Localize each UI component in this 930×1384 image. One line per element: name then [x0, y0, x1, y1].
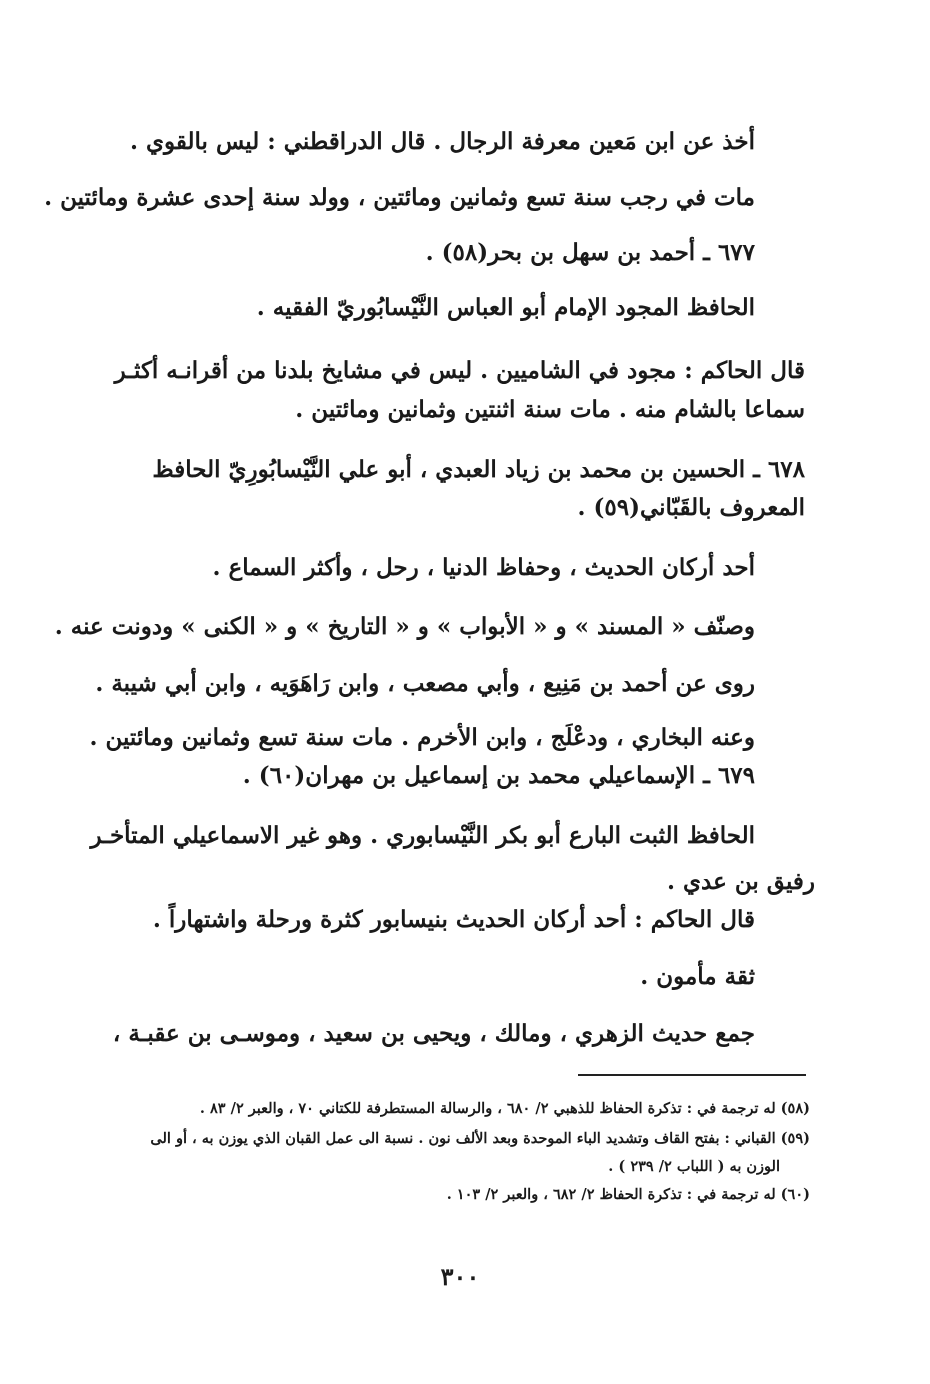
text-line: الحافظ المجود الإمام أبو العباس النَّيْسابُوريّ الفقيه .	[256, 294, 755, 321]
footnote-60: (٦٠) له ترجمة في : تذكرة الحفاظ ٢/ ٦٨٢ ، والعبر ٢/ ١٠٣ .	[446, 1186, 810, 1203]
text-line: الحافظ الثبت البارع أبو بكر النَّيْسابوري . وهو غير الاسماعيلي المتأخـر	[90, 822, 755, 849]
text-line: قال الحاكم : مجود في الشاميين . ليس في مشايخ بلدنا من أقرانـه أكثـر	[114, 357, 805, 384]
text-line: سماعا بالشام منه . مات سنة اثنتين وثمانين ومائتين .	[295, 396, 805, 423]
text-line: رفيق بن عدي .	[667, 868, 815, 895]
text-line: وعنه البخاري ، ودعْلَج ، وابن الأخرم . مات سنة تسع وثمانين ومائتين .	[89, 724, 755, 751]
footnote-59-continued: الوزن به ( اللباب ٢/ ٢٣٩ ) .	[608, 1158, 780, 1175]
entry-heading-677: ٦٧٧ ـ أحمد بن سهل بن بحر(٥٨) .	[425, 239, 755, 266]
text-line: أخذ عن ابن مَعين معرفة الرجال . قال الدراقطني : ليس بالقوي .	[130, 128, 755, 155]
page-number: ٣٠٠	[440, 1262, 480, 1291]
text-line: مات في رجب سنة تسع وثمانين ومائتين ، وولد سنة إحدى عشرة ومائتين .	[44, 184, 755, 211]
footnote-58: (٥٨) له ترجمة في : تذكرة الحفاظ للذهبي ٢/ ٦٨٠ ، والرسالة المستطرفة للكتاني ٧٠ ، والعبر ٢/ ٨٣ .	[199, 1100, 810, 1117]
entry-heading-678: ٦٧٨ ـ الحسين بن محمد بن زياد العبدي ، أبو علي النَّيْسابُورِيّ الحافظ	[152, 456, 805, 483]
text-line: روى عن أحمد بن مَنِيع ، وأبي مصعب ، وابن رَاهَوَيه ، وابن أبي شيبة .	[95, 670, 755, 697]
entry-heading-679: ٦٧٩ ـ الإسماعيلي محمد بن إسماعيل بن مهران(٦٠) .	[242, 762, 755, 789]
text-line: وصنّف « المسند » و « الأبواب » و « التاريخ » و « الكنى » ودونت عنه .	[54, 613, 755, 640]
text-line: أحد أركان الحديث ، وحفاظ الدنيا ، رحل ، وأكثر السماع .	[212, 554, 755, 581]
text-line: ثقة مأمون .	[640, 963, 755, 990]
footnote-59: (٥٩) القباني : بفتح القاف وتشديد الباء الموحدة وبعد الألف نون . نسبة الى عمل القبان الذي يوزن به ، أو الى	[150, 1130, 810, 1147]
text-line: قال الحاكم : أحد أركان الحديث بنيسابور كثرة ورحلة واشتهاراً .	[152, 906, 755, 933]
footnote-separator	[578, 1074, 806, 1076]
text-line: جمع حديث الزهري ، ومالك ، ويحيى بن سعيد ، وموسـى بن عقبـة ،	[112, 1020, 755, 1047]
text-line: المعروف بالقَبّاني(٥٩) .	[577, 494, 805, 521]
